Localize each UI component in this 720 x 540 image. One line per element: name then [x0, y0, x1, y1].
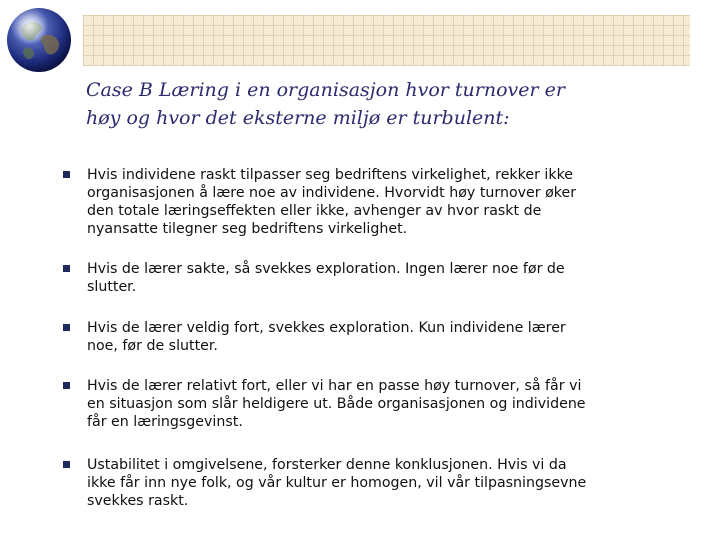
bullet-1-line-4: nyansatte tilegner seg bedriftens virkelighet. — [87, 221, 408, 237]
bullet-text-5 — [87, 456, 586, 510]
bullet-item-3 — [62, 319, 682, 355]
slide-title-line-2: høy og hvor det eksterne miljø er turbulent: — [86, 107, 510, 129]
bullet-text-2 — [87, 260, 565, 296]
bullet-5-line-3: svekkes raskt. — [87, 493, 189, 509]
bullet-5-line-2: ikke får inn nye folk, og vår kultur er homogen, vil vår tilpasningsevne — [87, 475, 587, 491]
bullet-item-1 — [62, 166, 682, 238]
square-bullet-icon — [62, 319, 87, 337]
bullet-text-4 — [87, 377, 586, 431]
bullet-3-line-1: Hvis de lærer veldig fort, svekkes exploration. Kun individene lærer — [87, 320, 566, 336]
slide-title-line-1: Case B Læring i en organisasjon hvor turnover er — [86, 79, 565, 101]
bullet-3-line-2: noe, før de slutter. — [87, 338, 218, 354]
bullet-4-line-3: får en læringsgevinst. — [87, 414, 243, 430]
globe-icon — [5, 6, 73, 74]
slide-title — [86, 76, 686, 132]
bullet-1-line-1: Hvis individene raskt tilpasser seg bedriftens virkelighet, rekker ikke — [87, 167, 574, 183]
bullet-text-1 — [87, 166, 576, 238]
bullet-text-3 — [87, 319, 566, 355]
bullet-2-line-1: Hvis de lærer sakte, så svekkes exploration. Ingen lærer noe før de — [87, 261, 565, 277]
bullet-item-2 — [62, 260, 682, 296]
square-bullet-icon — [62, 166, 87, 184]
bullet-2-line-2: slutter. — [87, 279, 137, 295]
bullet-1-line-2: organisasjonen å lære noe av individene. Hvorvidt høy turnover øker — [87, 185, 577, 201]
bullet-4-line-1: Hvis de lærer relativt fort, eller vi har en passe høy turnover, så får vi — [87, 378, 582, 394]
bullet-item-4 — [62, 377, 682, 431]
square-bullet-icon — [62, 456, 87, 474]
square-bullet-icon — [62, 377, 87, 395]
bullet-5-line-1: Ustabilitet i omgivelsene, forsterker denne konklusjonen. Hvis vi da — [87, 457, 567, 473]
bullet-4-line-2: en situasjon som slår heldigere ut. Både organisasjonen og individene — [87, 396, 586, 412]
square-bullet-icon — [62, 260, 87, 278]
bullet-item-5 — [62, 456, 682, 510]
bullet-1-line-3: den totale læringseffekten eller ikke, avhenger av hvor raskt de — [87, 203, 542, 219]
header-grid-band — [83, 15, 690, 66]
